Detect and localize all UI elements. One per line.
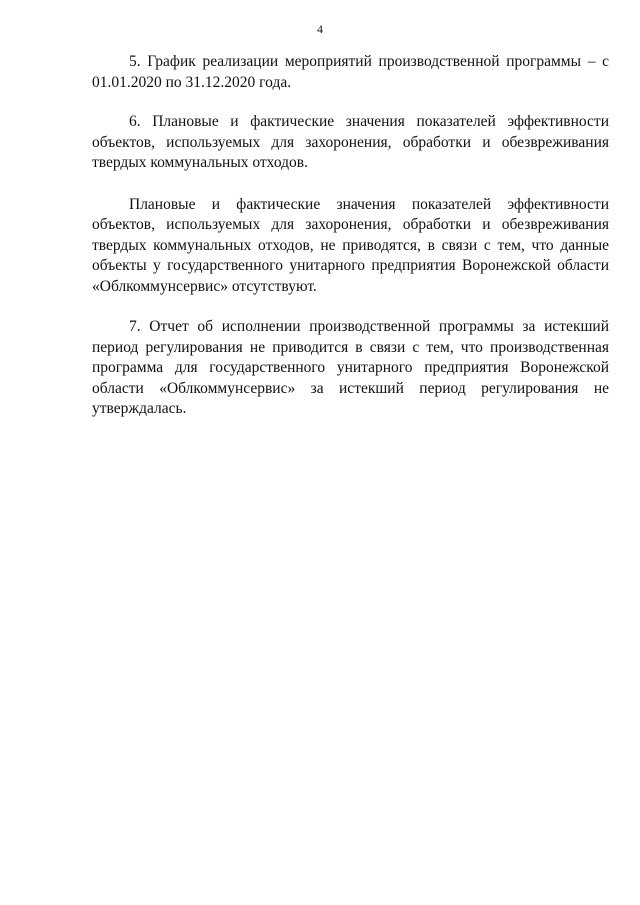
paragraph-execution-report: 7. Отчет об исполнении производственной программы за истекший период регулирования не приводится в связи с тем, что производственная программа для государственного унитарного предприятия Воронежской области «Облкоммунсервис» за истекший период регулирования не утверждалась. <box>92 318 609 417</box>
paragraph-efficiency-heading: 6. Плановые и фактические значения показателей эффективности объектов, используемых для захоронения, обработки и обезвреживания твердых коммунальных отходов. <box>92 113 609 171</box>
page-number: 4 <box>317 22 323 36</box>
paragraph-efficiency-note: Плановые и фактические значения показателей эффективности объектов, используемых для захоронения, обработки и обезвреживания твердых коммунальных отходов, не приводятся, в связи с тем, что данные объекты у государственного унитарного предприятия Воронежской области «Облкоммунсервис» отсутствуют. <box>92 195 609 295</box>
paragraph-schedule: 5. График реализации мероприятий производственной программы – с 01.01.2020 по 31.12.2020 года. <box>92 53 609 91</box>
document-body <box>92 52 609 440</box>
